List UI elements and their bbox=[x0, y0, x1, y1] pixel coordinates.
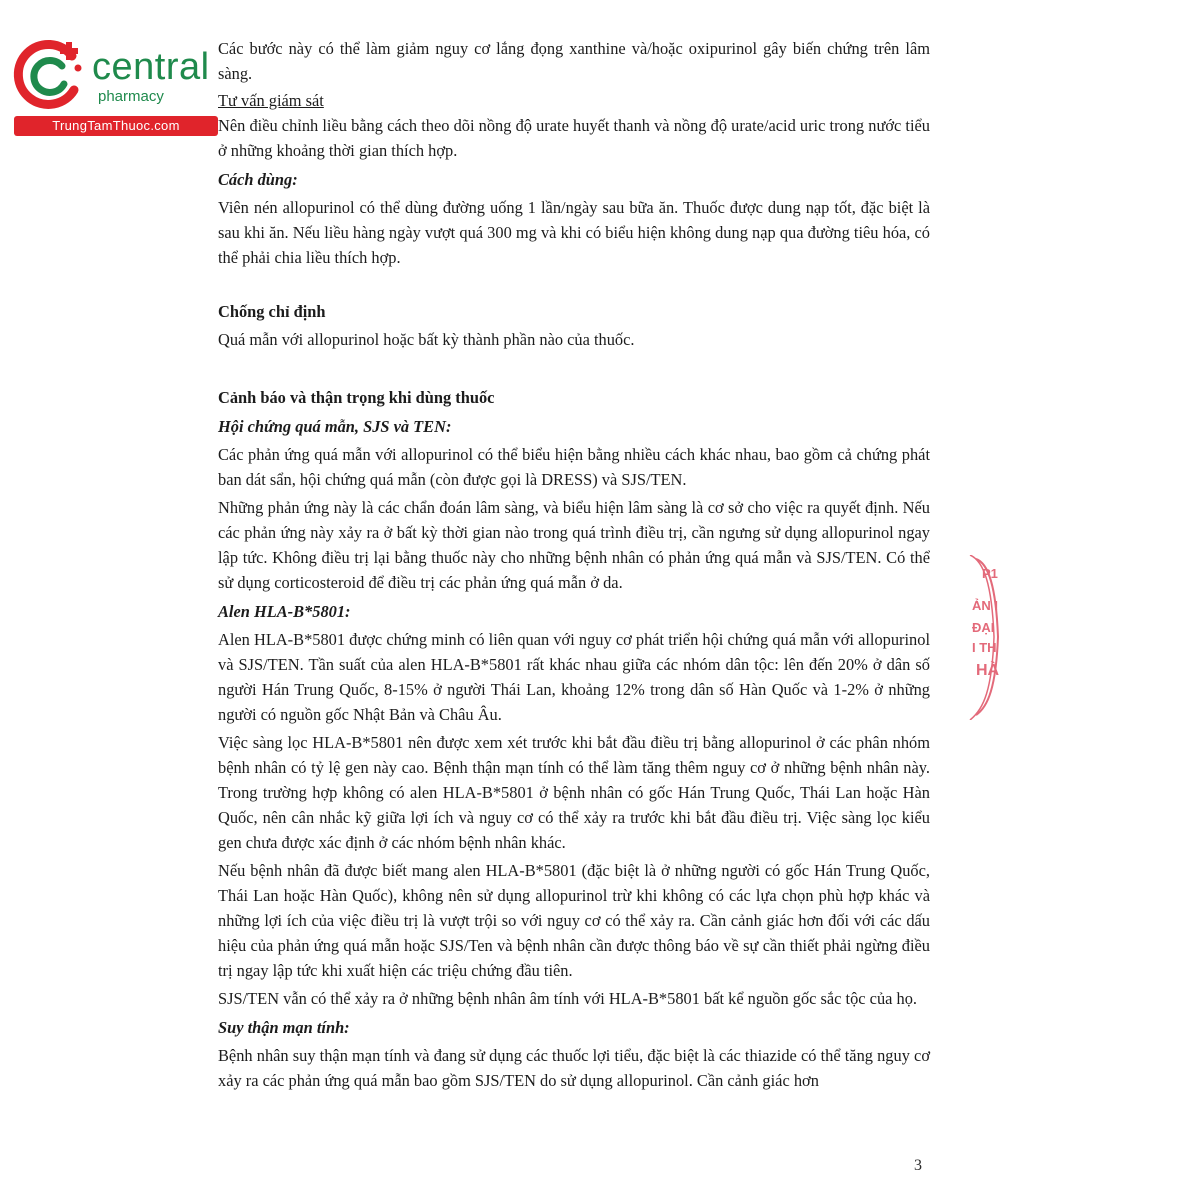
document-body bbox=[218, 36, 930, 1093]
page-number: 3 bbox=[914, 1157, 922, 1174]
paragraph: Alen HLA-B*5801 được chứng minh có liên quan với nguy cơ phát triển hội chứng quá mẫn với allopurinol và SJS/TEN. Tần suất của alen HLA-B*5801 rất khác nhau giữa các nhóm dân tộc: lên đến 20% ở dân số người Hán Trung Quốc, 8-15% ở người Thái Lan, khoảng 12% trong dân số Hàn Quốc và 1-2% ở những người có nguồn gốc Nhật Bản và Châu Âu. bbox=[218, 630, 930, 724]
hypersensitivity-heading: Hội chứng quá mẫn, SJS và TEN: bbox=[218, 417, 452, 436]
stamp-line: I TH bbox=[972, 640, 997, 655]
stamp-line: HÀ bbox=[976, 662, 1000, 679]
logo-mark-icon bbox=[12, 38, 86, 112]
paragraph: Nên điều chỉnh liều bằng cách theo dõi nồng độ urate huyết thanh và nồng độ urate/acid uric trong nước tiểu ở những khoảng thời gian thích hợp. bbox=[218, 116, 930, 160]
contraindication-heading: Chống chỉ định bbox=[218, 302, 326, 321]
warnings-heading: Cảnh báo và thận trọng khi dùng thuốc bbox=[218, 388, 495, 407]
paragraph: Viên nén allopurinol có thể dùng đường uống 1 lần/ngày sau bữa ăn. Thuốc được dung nạp tốt, đặc biệt là sau khi ăn. Nếu liều hàng ngày vượt quá 300 mg và khi có biểu hiện không dung nạp qua đường tiêu hóa, có thể phải chia liều thích hợp. bbox=[218, 198, 930, 267]
brand-website-link[interactable]: TrungTamThuoc.com bbox=[14, 116, 218, 136]
paragraph: Quá mẫn với allopurinol hoặc bất kỳ thành phần nào của thuốc. bbox=[218, 330, 635, 349]
red-stamp bbox=[962, 555, 1002, 720]
brand-subtitle: pharmacy bbox=[98, 88, 164, 105]
monitoring-heading: Tư vấn giám sát bbox=[218, 91, 324, 110]
stamp-line: ẢN I bbox=[972, 598, 998, 613]
paragraph: Việc sàng lọc HLA-B*5801 nên được xem xét trước khi bắt đầu điều trị bằng allopurinol ở các phân nhóm bệnh nhân có tỷ lệ gen này cao. Bệnh thận mạn tính có thể làm tăng thêm nguy cơ ở những bệnh nhân này. Trong trường hợp không có alen HLA-B*5801 ở bệnh nhân có gốc Hán Trung Quốc, Thái Lan hoặc Hàn Quốc, nên cân nhắc kỹ giữa lợi ích và nguy cơ có thể xảy ra trước khi bắt đầu điều trị. Việc sàng lọc kiểu gen chưa được xác định ở các nhóm bệnh nhân khác. bbox=[218, 733, 930, 852]
brand-name: central bbox=[92, 46, 210, 88]
usage-heading: Cách dùng: bbox=[218, 170, 298, 189]
stamp-line: ĐẠI bbox=[972, 620, 995, 635]
paragraph: Bệnh nhân suy thận mạn tính và đang sử dụng các thuốc lợi tiểu, đặc biệt là các thiazide có thể tăng nguy cơ xảy ra các phản ứng quá mẫn bao gồm SJS/TEN do sử dụng allopurinol. Cần cảnh giác hơn bbox=[218, 1046, 930, 1090]
paragraph: SJS/TEN vẫn có thể xảy ra ở những bệnh nhân âm tính với HLA-B*5801 bất kể nguồn gốc sắc tộc của họ. bbox=[218, 989, 918, 1008]
paragraph: Những phản ứng này là các chẩn đoán lâm sàng, và biểu hiện lâm sàng là cơ sở cho việc ra quyết định. Nếu các phản ứng này xảy ra ở bất kỳ thời gian nào trong quá trình điều trị, cần ngưng sử dụng allopurinol ngay lập tức. Không điều trị lại bằng thuốc này cho những bệnh nhân có phản ứng quá mẫn và SJS/TEN. Có thể sử dụng corticosteroid để điều trị các phản ứng quá mẫn ở da. bbox=[218, 498, 930, 592]
paragraph: Các phản ứng quá mẫn với allopurinol có thể biểu hiện bằng nhiều cách khác nhau, bao gồm cả chứng phát ban dát sẩn, hội chứng quá mẫn (còn được gọi là DRESS) và SJS/TEN. bbox=[218, 445, 930, 489]
hla-heading: Alen HLA-B*5801: bbox=[218, 602, 351, 621]
central-pharmacy-logo[interactable] bbox=[8, 34, 214, 138]
renal-heading: Suy thận mạn tính: bbox=[218, 1018, 350, 1037]
stamp-line: P1 bbox=[982, 566, 998, 581]
paragraph: Nếu bệnh nhân đã được biết mang alen HLA-B*5801 (đặc biệt là ở những người có gốc Hán Trung Quốc, Thái Lan hoặc Hàn Quốc), không nên sử dụng allopurinol trừ khi không có các lựa chọn phù hợp khác và những lợi ích của việc điều trị là vượt trội so với nguy cơ có thể xảy ra. Cần cảnh giác hơn đối với các dấu hiệu của phản ứng quá mẫn hoặc SJS/Ten và bệnh nhân cần được thông báo về sự cần thiết phải ngừng điều trị ngay lập tức khi xuất hiện các triệu chứng đầu tiên. bbox=[218, 861, 930, 980]
paragraph: Các bước này có thể làm giảm nguy cơ lắng đọng xanthine và/hoặc oxipurinol gây biến chứng trên lâm sàng. bbox=[218, 39, 930, 83]
